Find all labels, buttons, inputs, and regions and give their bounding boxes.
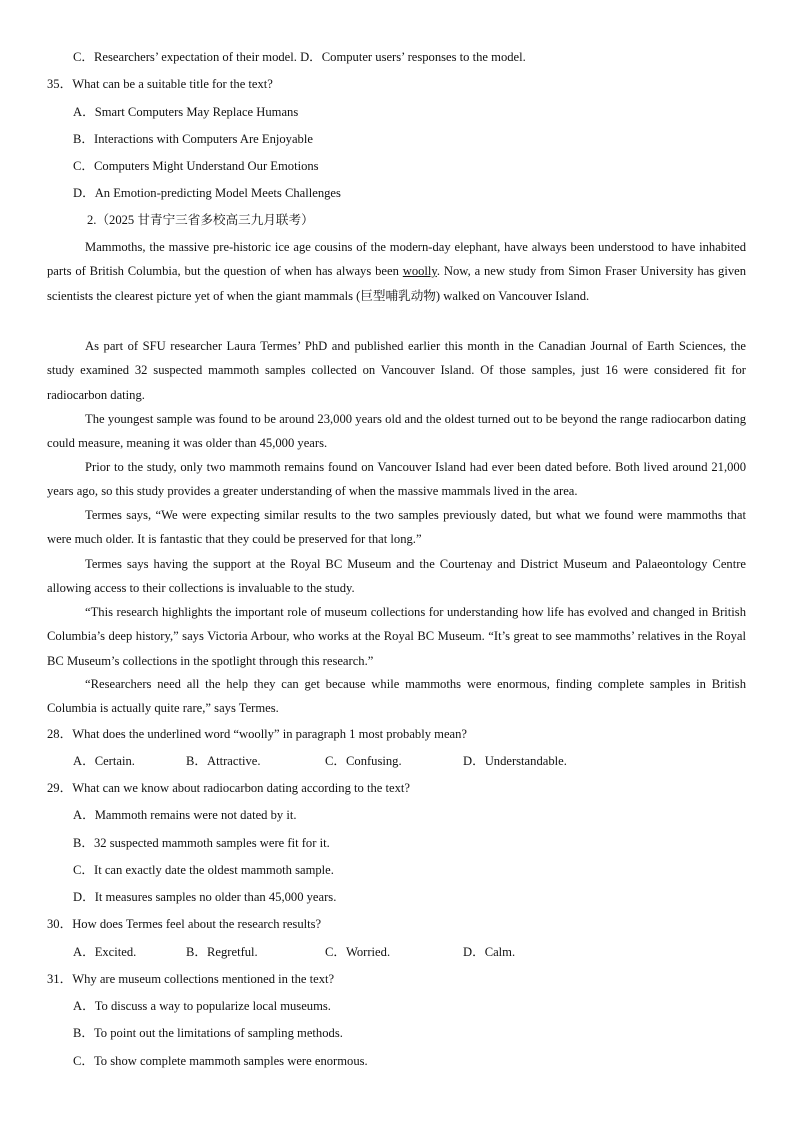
p1-text-before: Mammoths, the massive pre-historic ice age cousins of the modern-day elephant, have always been understood to have inhabited parts of British Columbia, but the question of when has always been	[47, 240, 746, 279]
q31-stem: 31．Why are museum collections mentioned in the text?	[47, 972, 335, 986]
passage-paragraph-2	[47, 334, 746, 407]
q35-option-d: D．An Emotion-predicting Model Meets Challenges	[73, 186, 341, 200]
paragraph-text: “This research highlights the important role of museum collections for understanding how life has evolved and changed in British Columbia’s deep history,” says Victoria Arbour, who works at the Royal BC Museum. “It’s great to see mammoths’ relatives in the Royal BC Museum’s collections in the spotlight through this research.”	[47, 605, 746, 668]
underlined-word: woolly	[402, 264, 437, 279]
passage-paragraph-6	[47, 552, 746, 601]
paragraph-text: “Researchers need all the help they can get because while mammoths were enormous, finding complete samples in British Columbia is actually quite rare,” says Termes.	[47, 677, 746, 716]
passage-heading: 2.（2025 甘青宁三省多校高三九月联考）	[87, 213, 314, 227]
passage-paragraph-1	[47, 235, 746, 308]
q30-option-b: B．Regretful.	[186, 945, 258, 959]
q29-option-b: B．32 suspected mammoth samples were fit for it.	[73, 836, 330, 850]
q30-option-c: C．Worried.	[325, 945, 391, 959]
q29-stem: 29．What can we know about radiocarbon dating according to the text?	[47, 781, 410, 795]
paragraph-text: Termes says, “We were expecting similar results to the two samples previously dated, but what we found were mammoths that were much older. It is fantastic that they could be preserved for that long.”	[47, 508, 746, 547]
q31-option-c: C．To show complete mammoth samples were enormous.	[73, 1054, 368, 1068]
q29-option-d: D．It measures samples no older than 45,000 years.	[73, 890, 337, 904]
q30-stem: 30．How does Termes feel about the research results?	[47, 917, 322, 931]
paragraph-text: As part of SFU researcher Laura Termes’ PhD and published earlier this month in the Canadian Journal of Earth Sciences, the study examined 32 suspected mammoth samples collected on Vancouver Island. Of those samples, just 16 were considered fit for radiocarbon dating.	[47, 339, 746, 402]
q28-option-a: A．Certain.	[73, 754, 135, 768]
passage-paragraph-4	[47, 455, 746, 504]
q31-option-b: B．To point out the limitations of sampling methods.	[73, 1026, 343, 1040]
q29-option-c: C．It can exactly date the oldest mammoth sample.	[73, 863, 334, 877]
passage-paragraph-3	[47, 407, 746, 456]
q30-option-d: D．Calm.	[463, 945, 516, 959]
passage-paragraph-8	[47, 672, 746, 721]
q35-option-b: B．Interactions with Computers Are Enjoyable	[73, 132, 313, 146]
paragraph-text: Prior to the study, only two mammoth remains found on Vancouver Island had ever been dated before. Both lived around 21,000 years ago, so this study provides a greater understanding of when the massive mammals lived in the area.	[47, 460, 746, 499]
paragraph-text: The youngest sample was found to be around 23,000 years old and the oldest turned out to be beyond the range radiocarbon dating could measure, meaning it was older than 45,000 years.	[47, 412, 746, 451]
q28-option-b: B．Attractive.	[186, 754, 261, 768]
q28-option-c: C．Confusing.	[325, 754, 402, 768]
q35-stem: 35．What can be a suitable title for the text?	[47, 77, 273, 91]
passage-paragraph-5	[47, 503, 746, 552]
q31-option-a: A．To discuss a way to popularize local museums.	[73, 999, 331, 1013]
paragraph-text: Termes says having the support at the Royal BC Museum and the Courtenay and District Museum and Palaeontology Centre allowing access to their collections is invaluable to the study.	[47, 557, 746, 596]
q28-option-d: D．Understandable.	[463, 754, 567, 768]
q34-option-c-d: C．Researchers’ expectation of their model. D．Computer users’ responses to the model.	[73, 50, 526, 64]
p1-text-after: . Now, a new study from Simon Fraser University has given scientists the clearest picture yet of when the giant mammals (巨型哺乳动物) walked on Vancouver Island.	[47, 264, 746, 303]
passage-paragraph-7	[47, 600, 746, 673]
q29-option-a: A．Mammoth remains were not dated by it.	[73, 808, 297, 822]
q28-stem: 28．What does the underlined word “woolly” in paragraph 1 most probably mean?	[47, 727, 468, 741]
q30-options	[0, 944, 794, 960]
q30-option-a: A．Excited.	[73, 945, 137, 959]
q28-options	[0, 753, 794, 769]
q35-option-a: A．Smart Computers May Replace Humans	[73, 105, 299, 119]
q35-option-c: C．Computers Might Understand Our Emotions	[73, 159, 319, 173]
